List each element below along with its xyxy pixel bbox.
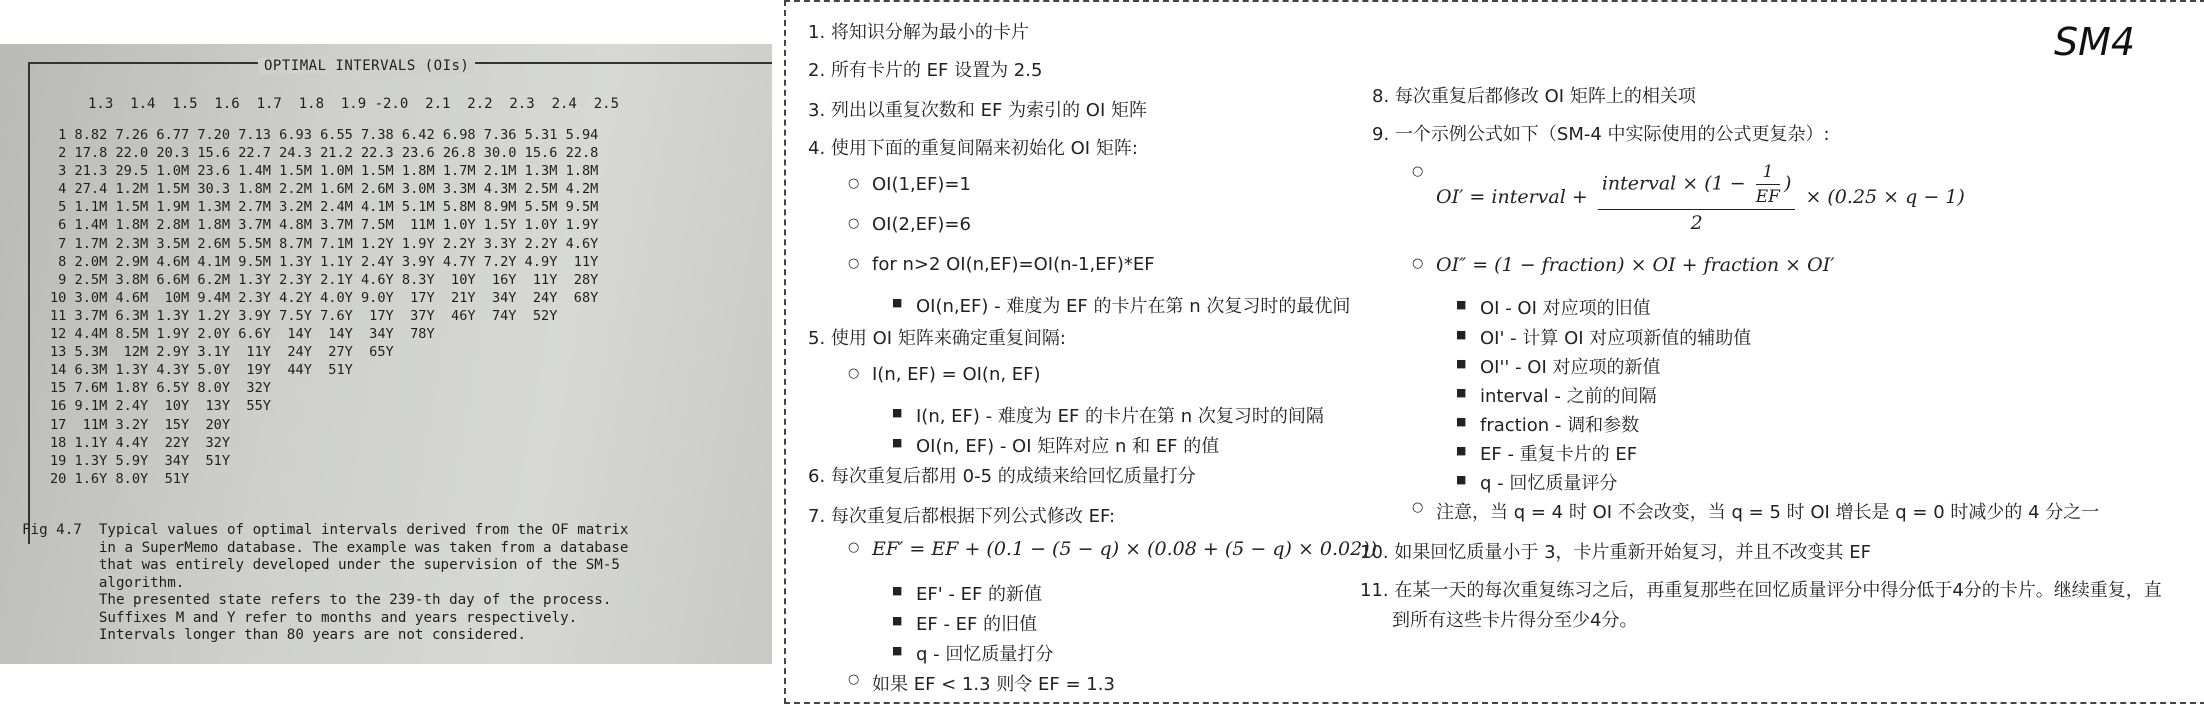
step-5-item-a: ○ I(n, EF) = OI(n, EF) (872, 364, 1041, 385)
step-1: 1. 将知识分解为最小的卡片 (808, 22, 1029, 43)
step-4-item-a: ○ OI(1,EF)=1 (872, 174, 971, 195)
step-11-line-1: 11. 在某一天的每次重复练习之后，再重复那些在回忆质量评分中得分低于4分的卡片。继续重复，直 (1360, 580, 2162, 601)
step-10: 10. 如果回忆质量小于 3，卡片重新开始复习，并且不改变其 EF (1360, 542, 1871, 563)
table-row: 11 3.7M 6.3M 1.3Y 1.2Y 3.9Y 7.5Y 7.6Y 17Y 37Y 46Y 74Y 52Y (50, 307, 558, 324)
def-fraction: ■ fraction - 调和参数 (1480, 411, 1639, 437)
step-9-note: ○ 注意，当 q = 4 时 OI 不会改变，当 q = 5 时 OI 增长是 q = 0 时减少的 4 分之一 (1436, 498, 2099, 524)
table-row: 8 2.0M 2.9M 4.6M 4.1M 9.5M 1.3Y 1.1Y 2.4Y 3.9Y 4.7Y 7.2Y 4.9Y 11Y (50, 253, 599, 270)
step-4-item-c: ○ for n>2 OI(n,EF)=OI(n-1,EF)*EF (872, 254, 1155, 275)
def-oi-prime: ■ OI' - 计算 OI 对应项新值的辅助值 (1480, 324, 1751, 350)
step-3: 3. 列出以重复次数和 EF 为索引的 OI 矩阵 (808, 100, 1147, 121)
table-row: 19 1.3Y 5.9Y 34Y 51Y (50, 452, 231, 469)
def-q: ■ q - 回忆质量评分 (1480, 469, 1617, 495)
step-4: 4. 使用下面的重复间隔来初始化 OI 矩阵: (808, 138, 1138, 159)
step-7-desc-3: ■ q - 回忆质量打分 (916, 640, 1053, 666)
oi-prime-num-text: interval × (1 − (1601, 172, 1746, 195)
oi-table (50, 126, 598, 488)
table-row: 4 27.4 1.2M 1.5M 30.3 1.8M 2.2M 1.6M 2.6M 3.0M 3.3M 4.3M 2.5M 4.2M (50, 181, 599, 198)
step-8: 8. 每次重复后都修改 OI 矩阵上的相关项 (1372, 86, 1696, 107)
def-ef: ■ EF - 重复卡片的 EF (1480, 440, 1637, 466)
ef-formula: ○ EF′ = EF + (0.1 − (5 − q) × (0.08 + (5 − q) × 0.02)) (872, 538, 1377, 560)
table-row: 10 3.0M 4.6M 10M 9.4M 2.3Y 4.2Y 4.0Y 9.0Y 17Y 21Y 34Y 24Y 68Y (50, 289, 599, 306)
table-row: 16 9.1M 2.4Y 10Y 13Y 55Y (50, 398, 271, 415)
inverse-ef-numerator: 1 (1756, 162, 1780, 185)
scanned-page (0, 44, 772, 664)
inverse-ef-denominator: EF (1755, 187, 1780, 207)
oi-prime-fraction (1598, 162, 1796, 234)
oi-prime-numerator (1598, 162, 1796, 210)
table-row: 1 8.82 7.26 6.77 7.20 7.13 6.93 6.55 7.38 6.42 6.98 7.36 5.31 5.94 (50, 127, 599, 143)
step-5-desc-2: ■ OI(n, EF) - OI 矩阵对应 n 和 EF 的值 (916, 432, 1219, 458)
table-row: 2 17.8 22.0 20.3 15.6 22.7 24.3 21.2 22.3 23.6 26.8 30.0 15.6 22.8 (50, 145, 599, 162)
step-11-line-2: 到所有这些卡片得分至少4分。 (1392, 610, 1638, 631)
step-7: 7. 每次重复后都根据下列公式修改 EF: (808, 506, 1116, 527)
table-row: 6 1.4M 1.8M 2.8M 1.8M 3.7M 4.8M 3.7M 7.5M 11M 1.0Y 1.5Y 1.0Y 1.9Y (50, 217, 599, 234)
oi-prime-lhs: OI′ = interval + (1436, 186, 1588, 208)
table-row: 5 1.1M 1.5M 1.9M 1.3M 2.7M 3.2M 2.4M 4.1M 5.1M 5.8M 8.9M 5.5M 9.5M (50, 199, 599, 216)
inverse-ef-fraction (1756, 162, 1780, 207)
table-row: 14 6.3M 1.3Y 4.3Y 5.0Y 19Y 44Y 51Y (50, 362, 353, 379)
ef-header-row: 1.3 1.4 1.5 1.6 1.7 1.8 1.9 -2.0 2.1 2.2 2.3 2.4 2.5 (88, 96, 620, 112)
table-row: 13 5.3M 12M 2.9Y 3.1Y 11Y 24Y 27Y 65Y (50, 344, 394, 361)
step-7-desc-1: ■ EF' - EF 的新值 (916, 580, 1042, 606)
oi-prime-tail: × (0.25 × q − 1) (1805, 186, 1965, 208)
step-4-item-b: ○ OI(2,EF)=6 (872, 214, 971, 235)
table-row: 9 2.5M 3.8M 6.6M 6.2M 1.3Y 2.3Y 2.1Y 4.6Y 8.3Y 10Y 16Y 11Y 28Y (50, 271, 599, 288)
notes-heading: SM4 (2054, 20, 2136, 64)
table-row: 7 1.7M 2.3M 3.5M 2.6M 5.5M 8.7M 7.1M 1.2Y 1.9Y 2.2Y 3.3Y 2.2Y 4.6Y (50, 235, 599, 252)
step-7-note: ○ 如果 EF < 1.3 则令 EF = 1.3 (872, 670, 1115, 696)
table-row: 17 11M 3.2Y 15Y 20Y (50, 416, 231, 433)
notes-panel (784, 0, 2204, 704)
oi-prime-denominator: 2 (1690, 212, 1703, 234)
def-interval: ■ interval - 之前的间隔 (1480, 382, 1657, 408)
table-title: OPTIMAL INTERVALS (OIs) (258, 58, 475, 74)
oi-double-prime-formula: ○ OI″ = (1 − fraction) × OI + fraction × OI′ (1436, 254, 1835, 276)
figure-caption: Fig 4.7 Typical values of optimal intervals derived from the OF matrix in a SuperMemo database. The example was taken from a database that was entirely developed under the supervision of the SM-5 algorithm. The presented state refers to the 239-th day of the process. Suffixes M and Y refer to months and years respectively. Intervals longer than 80 years are not considered. (22, 522, 629, 643)
step-4-item-c-desc: ■ OI(n,EF) - 难度为 EF 的卡片在第 n 次复习时的最优间 (916, 292, 1350, 318)
table-row: 20 1.6Y 8.0Y 51Y (50, 470, 190, 487)
step-2: 2. 所有卡片的 EF 设置为 2.5 (808, 60, 1043, 81)
table-row: 3 21.3 29.5 1.0M 23.6 1.4M 1.5M 1.0M 1.5M 1.8M 1.7M 2.1M 1.3M 1.8M (50, 163, 599, 180)
table-row: 12 4.4M 8.5M 1.9Y 2.0Y 6.6Y 14Y 14Y 34Y 78Y (50, 326, 435, 343)
step-7-desc-2: ■ EF - EF 的旧值 (916, 610, 1037, 636)
def-oi: ■ OI - OI 对应项的旧值 (1480, 294, 1651, 320)
step-5-desc-1: ■ I(n, EF) - 难度为 EF 的卡片在第 n 次复习时的间隔 (916, 402, 1324, 428)
table-row: 15 7.6M 1.8Y 6.5Y 8.0Y 32Y (50, 380, 271, 397)
step-6: 6. 每次重复后都用 0-5 的成绩来给回忆质量打分 (808, 466, 1196, 487)
oi-prime-formula (1436, 162, 1965, 234)
step-5: 5. 使用 OI 矩阵来确定重复间隔: (808, 328, 1066, 349)
def-oi-double-prime: ■ OI'' - OI 对应项的新值 (1480, 353, 1661, 379)
table-row: 18 1.1Y 4.4Y 22Y 32Y (50, 434, 231, 451)
oi-prime-num-close: ) (1783, 172, 1792, 195)
step-9: 9. 一个示例公式如下（SM-4 中实际使用的公式更复杂）: (1372, 124, 1830, 145)
